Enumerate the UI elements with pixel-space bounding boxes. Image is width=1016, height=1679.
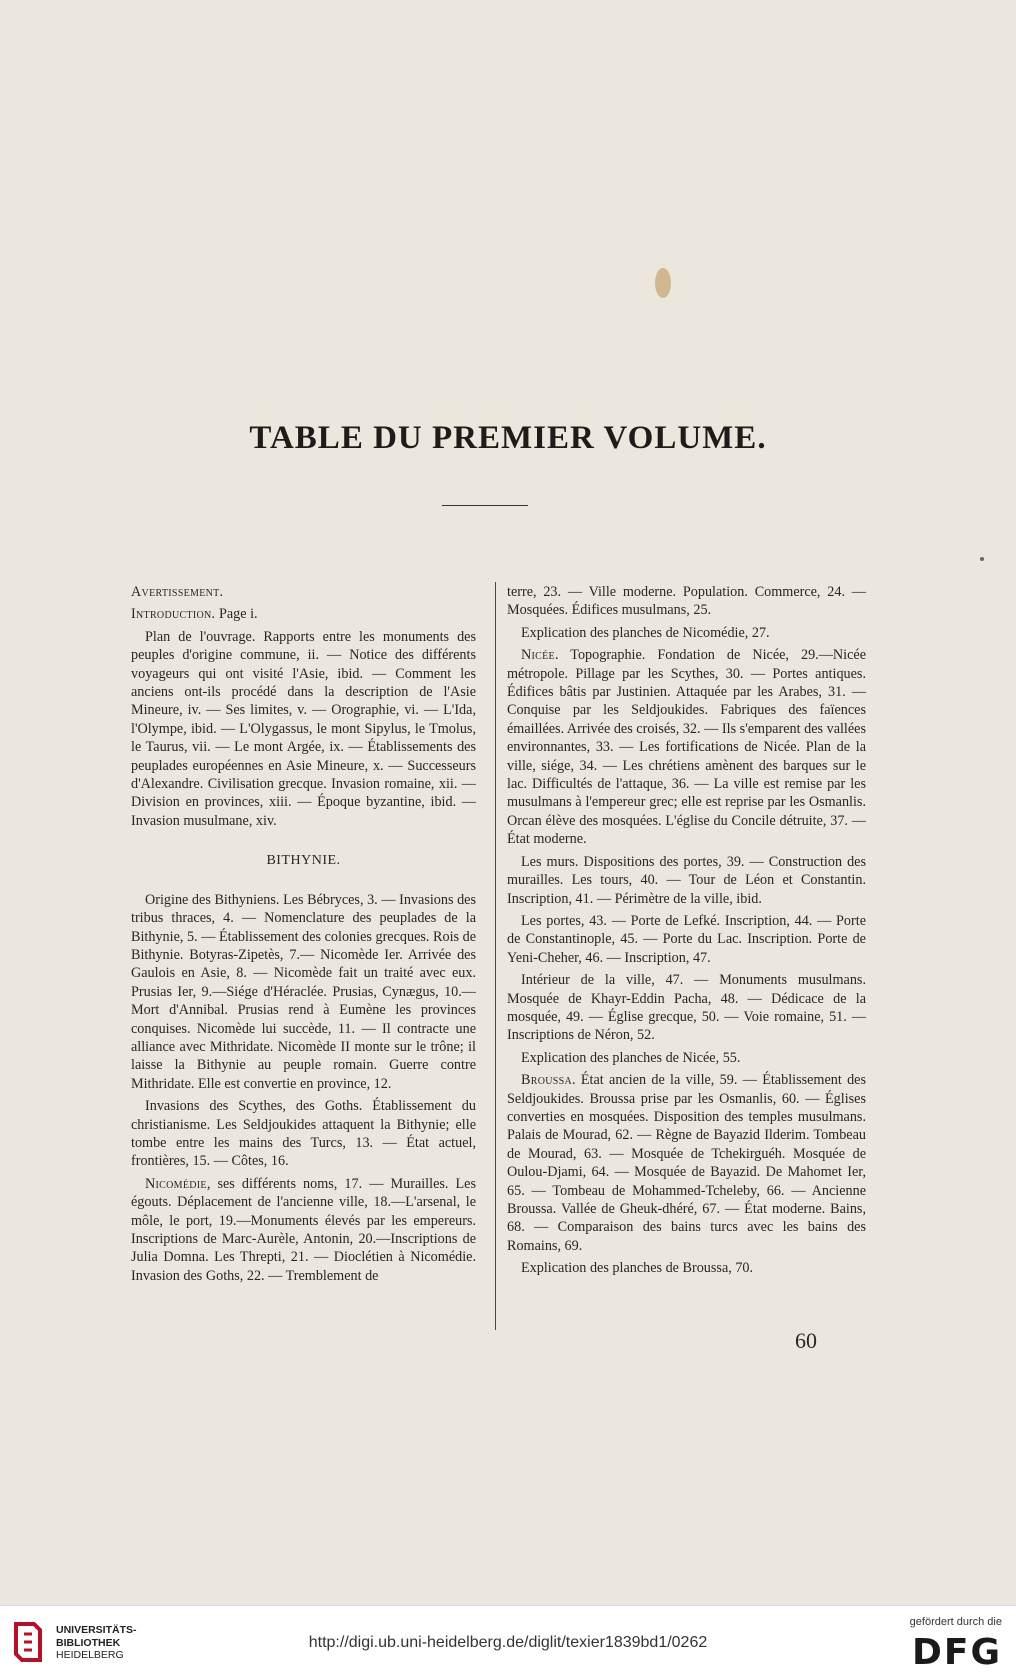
avertissement-label: Avertissement. xyxy=(131,584,224,600)
interieur-paragraph: Intérieur de la ville, 47. — Monuments musulmans. Mosquée de Khayr-Eddin Pacha, 48. — Dédicace de la mosquée, 49. — Église grecque, 50. — Voie romaine, 51. — Inscriptions de Néron, 52. xyxy=(507,972,866,1044)
section-heading-bithynie: BITHYNIE. xyxy=(266,853,341,869)
origine-paragraph: Origine des Bithyniens. Les Bébryces, 3. — Invasions des tribus thraces, 4. — Nomenclature des peuplades de la Bithynie, 5. — Établissement des colonies grecques. Rois de Bithynie. Botyras-Zipetès, 7.— Nicomède Ier. Arrivée des Gaulois en Asie, 8. — Nicomède fait un traité avec eux. Prusias Ier, 9.—Siége d'Héraclée. Prusias, Cynægus, 10.—Mort d'Annibal. Prusias rend à Eumène les provinces conquises. Nicomède lui succède, 11. — Il contracte une alliance avec Mithridate. Nicomède II monte sur le trône; il laisse la Bithynie au peuple romain. Guerre contre Mithridate. Elle est convertie en province, 12. xyxy=(131,891,476,1092)
nicomedie-paragraph xyxy=(131,1175,476,1285)
right-column xyxy=(507,583,866,1282)
terre-paragraph: terre, 23. — Ville moderne. Population. Commerce, 24. — Mosquées. Édifices musulmans, 25. xyxy=(507,584,866,619)
explication-broussa: Explication des planches de Broussa, 70. xyxy=(521,1260,754,1277)
viewer-footer xyxy=(0,1605,1016,1679)
speck-mark xyxy=(980,557,984,561)
university-line3: HEIDELBERG xyxy=(56,1649,124,1661)
introduction-entry xyxy=(131,605,476,623)
explication-nicomedie: Explication des planches de Nicomédie, 27. xyxy=(521,624,770,641)
stain-mark xyxy=(655,268,671,298)
left-column xyxy=(131,583,476,1289)
avertissement-entry xyxy=(131,583,476,601)
broussa-text: . État ancien de la ville, 59. — Établissement des Seldjoukides. Broussa prise par les Osmanlis, 60. — Églises converties en mosquées. Disposition des temples musulmans. Palais de Mourad, 62. — Règne de Bayazid Ilderim. Tombeau de Mourad, 63. — Mosquée de Tchekirguéh. Mosquée de Oulou-Djami, 64. — Mosquée de Bayazid. De Mahomet Ier, 65. — Tombeau de Mohammed-Tcheleby, 66. — Ancienne Broussa. Vallée de Gheuk-dhéré, 67. — État moderne. Bains, 68. — Comparaison des bains turcs avec les bains des Romains, 69. xyxy=(507,1072,866,1254)
broussa-label: Broussa xyxy=(521,1072,573,1089)
nicomedie-label: Nicomédie xyxy=(145,1175,207,1192)
page-number: 60 xyxy=(795,1328,817,1353)
broussa-paragraph xyxy=(507,1071,866,1255)
university-line1: UNIVERSITÄTS- xyxy=(56,1624,137,1636)
introduction-label: Introduction. xyxy=(131,606,216,623)
explication-nicee: Explication des planches de Nicée, 55. xyxy=(521,1049,741,1066)
invasions-paragraph: Invasions des Scythes, des Goths. Établissement du christianisme. Les Seldjoukides attaquent la Bithynie; elle tombe entre les mains des Turcs, 13. — État actuel, frontières, 15. — Côtes, 16. xyxy=(131,1098,476,1170)
nicomedie-text: , ses différents noms, 17. — Murailles. Les égouts. Déplacement de l'ancienne ville, 18.—L'arsenal, le môle, le port, 19.—Monuments élevés par les empereurs. Inscriptions de Marc-Aurèle, Antonin, 20.—Inscriptions de Julia Domna. Les Threpti, 21. — Dioclétien à Nicomédie. Invasion des Goths, 22. — Tremblement de xyxy=(131,1175,476,1284)
permalink-url[interactable]: http://digi.ub.uni-heidelberg.de/diglit/texier1839bd1/0262 xyxy=(308,1634,708,1651)
title-rule xyxy=(442,505,528,506)
university-line2: BIBLIOTHEK xyxy=(56,1636,121,1649)
dfg-logo: DFG xyxy=(911,1632,1002,1673)
page-title: TABLE DU PREMIER VOLUME. xyxy=(249,420,767,456)
introduction-page: Page i. xyxy=(215,606,258,623)
nicee-paragraph xyxy=(507,646,866,848)
funding-note: gefördert durch die xyxy=(909,1616,1002,1628)
nicee-text: . Topographie. Fondation de Nicée, 29.—Nicée métropole. Pillage par les Scythes, 30. — Portes antiques. Édifices bâtis par Justinien. Attaquée par les Arabes, 31. — Conquise par les Seldjoukides. Fabriques des faïences émaillées. Arrivée des croisés, 32. — Ils s'emparent des vallées environnantes, 33. — Les fortifications de Nicée. Plan de la ville, siége, 34. — Les chrétiens amènent des barques sur le lac. Difficultés de l'attaque, 36. — La ville est remise par les musulmans à l'empereur grec; elle est reprise par les Osmanlis. Orcan élève des mosquées. L'église du Concile détruite, 37. — État moderne. xyxy=(507,647,866,848)
portes-paragraph: Les portes, 43. — Porte de Lefké. Inscription, 44. — Porte de Constantinople, 45. — Porte du Lac. Inscription. Porte de Yeni-Cheher, 46. — Inscription, 47. xyxy=(507,912,866,966)
nicee-label: Nicée xyxy=(521,647,555,664)
murs-paragraph: Les murs. Dispositions des portes, 39. — Construction des murailles. Les tours, 40. — Tour de Léon et Constantin. Inscription, 41. — Périmètre de la ville, ibid. xyxy=(507,853,866,907)
column-separator xyxy=(495,582,496,1330)
intro-paragraph: Plan de l'ouvrage. Rapports entre les monuments des peuples d'origine commune, ii. — Notice des différents voyageurs qui ont visité l'Asie, ibid. — Comment les anciens ont-ils procédé dans la description de l'Asie Mineure, iv. — Ses limites, v. — Orographie, vi. — L'Ida, l'Olympe, ibid. — L'Olygassus, le mont Sipylus, le Tmolus, le Taurus, vii. — Le mont Argée, ix. — Établissements des peuplades européennes en Asie Mineure, x. — Successeurs d'Alexandre. Civilisation grecque. Invasion romaine, xii. — Division en provinces, xiii. — Époque byzantine, ibid. — Invasion musulmane, xiv. xyxy=(131,628,476,829)
